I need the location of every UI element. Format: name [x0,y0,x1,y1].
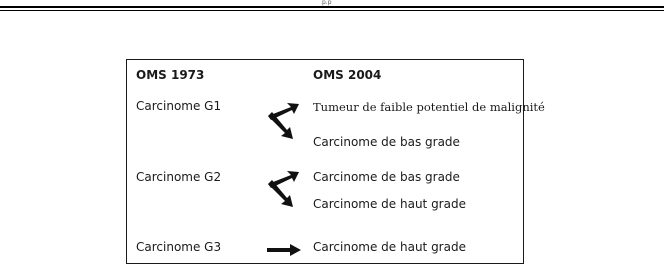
row-g1-right-2: Carcinome de bas grade [313,135,460,149]
classification-table [126,59,545,264]
row-g1-right-1: Tumeur de faible potentiel de malignité [313,100,545,114]
cut-off-header-text: p.p [322,0,332,6]
header-oms-1973: OMS 1973 [136,68,205,82]
row-g3-right-1: Carcinome de haut grade [313,240,466,254]
row-g2-left: Carcinome G2 [136,170,222,184]
arrow-g1 [268,103,299,139]
arrow-g3 [267,244,301,256]
mapping-arrows [127,60,525,265]
arrow-g2 [268,171,299,207]
header-oms-2004: OMS 2004 [313,68,382,82]
row-g2-right-1: Carcinome de bas grade [313,170,460,184]
row-g3-left: Carcinome G3 [136,240,222,254]
header-rule-thick [0,6,664,8]
row-g2-right-2: Carcinome de haut grade [313,197,466,211]
row-g1-left: Carcinome G1 [136,99,222,113]
header-rule-thin [0,10,664,11]
